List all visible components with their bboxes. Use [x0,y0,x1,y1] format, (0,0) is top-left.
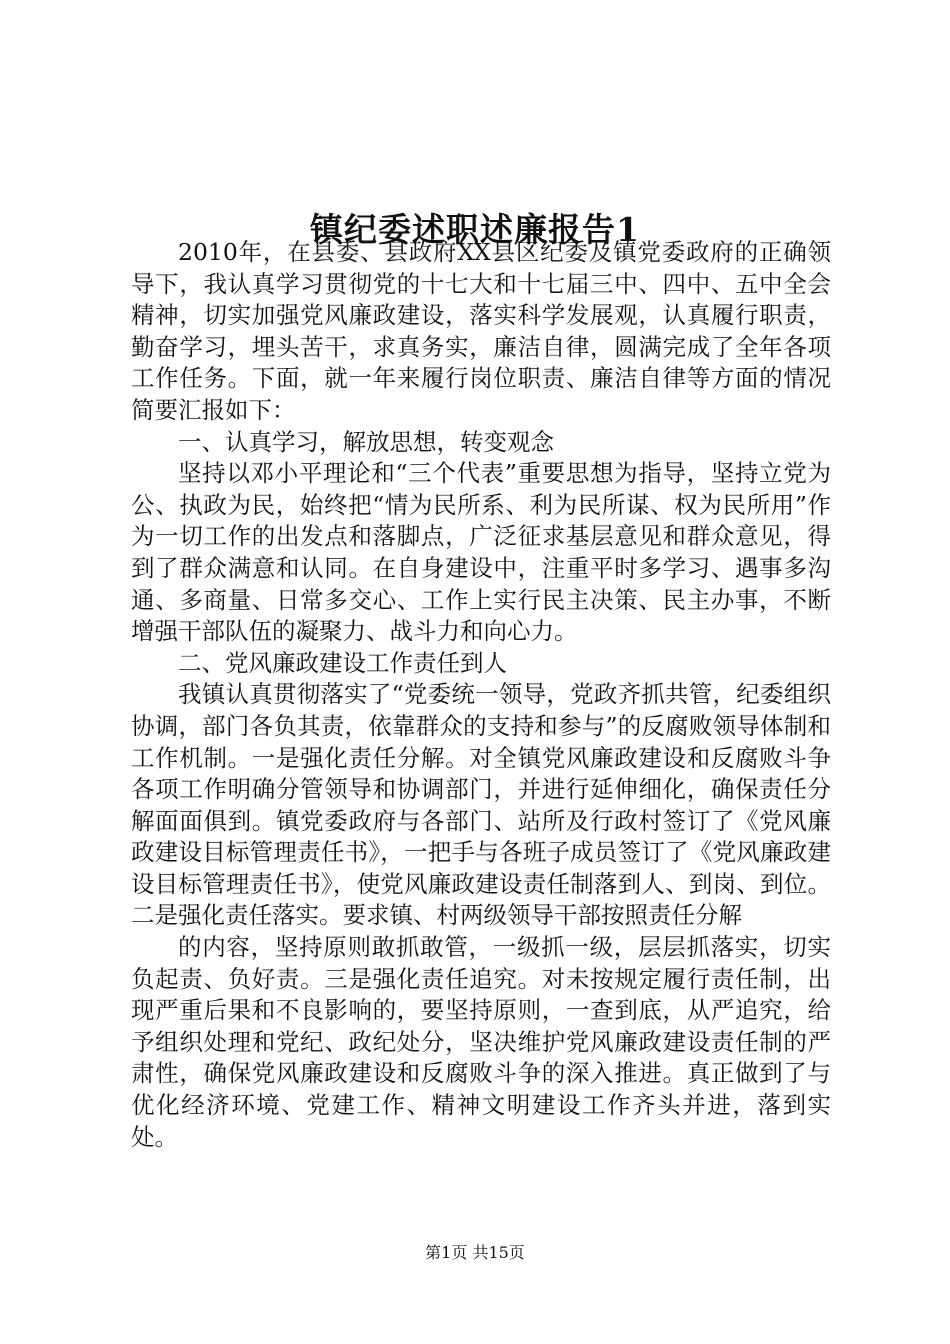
paragraph-section-2a: 我镇认真贯彻落实了“党委统一领导，党政齐抓共管，纪委组织协调，部门各负其责，依靠群众的支持和参与”的反腐败领导体制和工作机制。一是强化责任分解。对全镇党风廉政建设和反腐败斗争各项工作明确分管领导和协调部门，并进行延伸细化，确保责任分解面面俱到。镇党委政府与各部门、站所及行政村签订了《党风廉政建设目标管理责任书》，一把手与各班子成员签订了《党风廉政建设目标管理责任书》，使党风廉政建设责任制落到人、到岗、到位。二是强化责任落实。要求镇、村两级领导干部按照责任分解 [131,680,831,930]
section-heading-2: 二、党风廉政建设工作责任到人 [178,648,507,677]
document-title: 镇纪委述职述廉报告1 [310,210,640,250]
paragraph-intro: 2010年，在县委、县政府XX县区纪委及镇党委政府的正确领导下，我认真学习贯彻党的十七大和十七届三中、四中、五中全会精神，切实加强党风廉政建设，落实科学发展观，认真履行职责，勤奋学习，埋头苦干，求真务实，廉洁自律，圆满完成了全年各项工作任务。下面，就一年来履行岗位职责、廉洁自律等方面的情况简要汇报如下： [131,238,831,424]
paragraph-section-2b: 的内容，坚持原则敢抓敢管，一级抓一级，层层抓落实，切实负起责、负好责。三是强化责任追究。对未按规定履行责任制，出现严重后果和不良影响的，要坚持原则，一查到底，从严追究，给予组织处理和党纪、政纪处分，坚决维护党风廉政建设责任制的严肃性，确保党风廉政建设和反腐败斗争的深入推进。真正做到了与优化经济环境、党建工作、精神文明建设工作齐头并进，落到实处。 [131,933,831,1151]
page-number: 第1页 共15页 [425,1243,525,1262]
section-heading-1: 一、认真学习，解放思想，转变观念 [178,427,554,456]
document-body [131,237,831,1153]
paragraph-section-1: 坚持以邓小平理论和“三个代表”重要思想为指导，坚持立党为公、执政为民，始终把“情为民所系、利为民所谋、权为民所用”作为一切工作的出发点和落脚点，广泛征求基层意见和群众意见，得到了群众满意和认同。在自身建设中，注重平时多学习、遇事多沟通、多商量、日常多交心、工作上实行民主决策、民主办事，不断增强干部队伍的凝聚力、战斗力和向心力。 [131,459,831,646]
